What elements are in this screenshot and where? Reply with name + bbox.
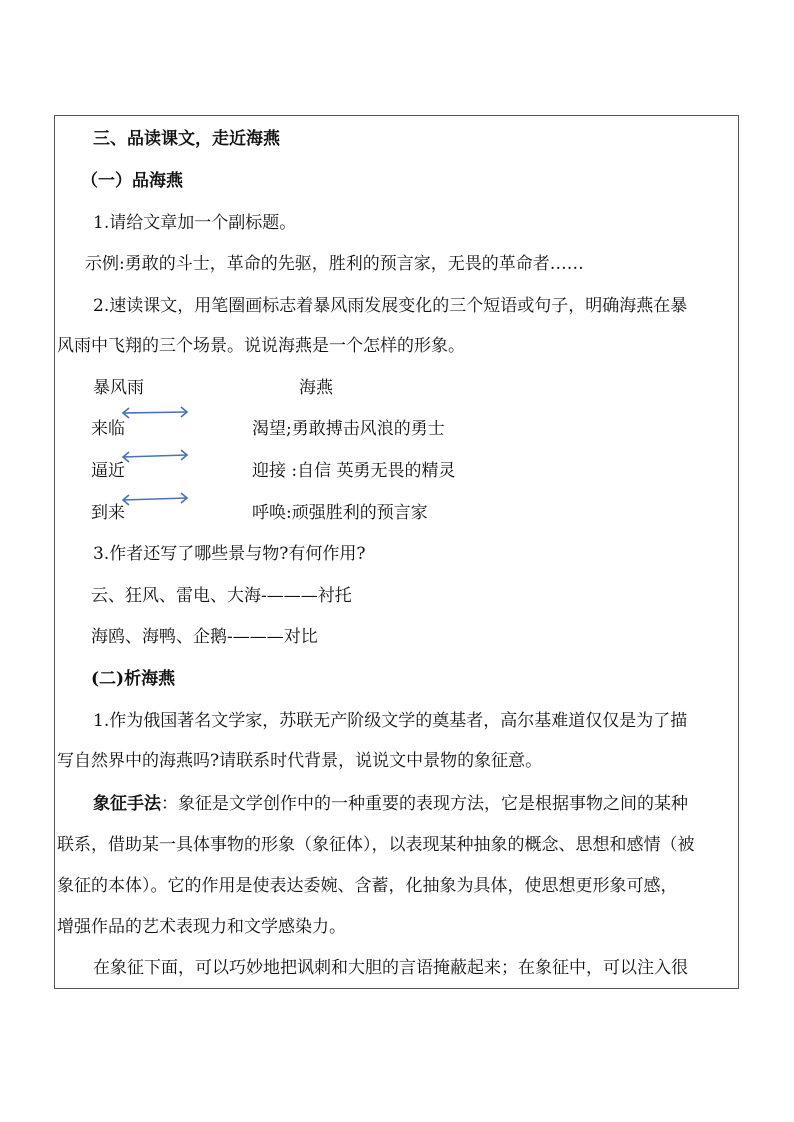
map-row-2-right: 迎接 :自信 英勇无畏的精灵 xyxy=(252,461,456,481)
subsection-heading-xi-haiyan: (二)析海燕 xyxy=(91,669,176,689)
subsection-heading-pin-haiyan: （一）品海燕 xyxy=(81,171,183,191)
question-1-example: 示例:勇敢的斗士，革命的先驱，胜利的预言家，无畏的革命者…… xyxy=(85,254,584,274)
question-3: 3.作者还写了哪些景与物?有何作用? xyxy=(93,544,366,564)
symbol-paragraph-line-2: 联系，借助某一具体事物的形象（象征体），以表现某种抽象的概念、思想和感情（被 xyxy=(57,835,695,855)
question-2-line-1: 2.速读课文，用笔圈画标志着暴风雨发展变化的三个短语或句子，明确海燕在暴 xyxy=(93,296,688,316)
symbol-technique-label: 象征手法 xyxy=(93,794,161,814)
double-arrow-icon xyxy=(119,406,191,420)
question-3-answer-2: 海鸥、海鸭、企鹅-———对比 xyxy=(91,627,318,647)
double-arrow-icon xyxy=(119,492,191,506)
question-4-line-1: 1.作为俄国著名文学家，苏联无产阶级文学的奠基者，高尔基难道仅仅是为了描 xyxy=(93,711,688,731)
map-row-3-right: 呼唤:顽强胜利的预言家 xyxy=(252,503,428,523)
question-2-line-2: 风雨中飞翔的三个场景。说说海燕是一个怎样的形象。 xyxy=(57,336,465,356)
double-arrow-icon xyxy=(119,449,191,463)
question-4-line-2: 写自然界中的海燕吗?请联系时代背景，说说文中景物的象征意。 xyxy=(57,751,543,771)
content-frame xyxy=(54,115,739,989)
map-row-1-right: 渴望;勇敢搏击风浪的勇士 xyxy=(252,419,445,439)
symbol-paragraph-line-3: 象征的本体）。它的作用是使表达委婉、含蓄，化抽象为具体，使思想更形象可感， xyxy=(57,876,678,896)
map-header-right: 海燕 xyxy=(299,378,333,398)
map-row-1-left: 来临 xyxy=(91,419,125,439)
closing-paragraph-line: 在象征下面，可以巧妙地把讽刺和大胆的言语掩蔽起来；在象征中，可以注入很 xyxy=(93,958,688,978)
question-1: 1.请给文章加一个副标题。 xyxy=(93,213,297,233)
map-row-3-left: 到来 xyxy=(91,503,125,523)
question-3-answer-1: 云、狂风、雷电、大海-———衬托 xyxy=(91,586,352,606)
symbol-paragraph-line-1 xyxy=(93,792,688,816)
map-header-left: 暴风雨 xyxy=(93,378,144,398)
symbol-paragraph-line-4: 增强作品的艺术表现力和文学感染力。 xyxy=(57,917,346,937)
map-row-2-left: 逼近 xyxy=(91,461,125,481)
section-heading: 三、品读课文，走近海燕 xyxy=(93,129,280,149)
symbol-line-1-text: ：象征是文学创作中的一种重要的表现方法，它是根据事物之间的某种 xyxy=(161,794,688,814)
